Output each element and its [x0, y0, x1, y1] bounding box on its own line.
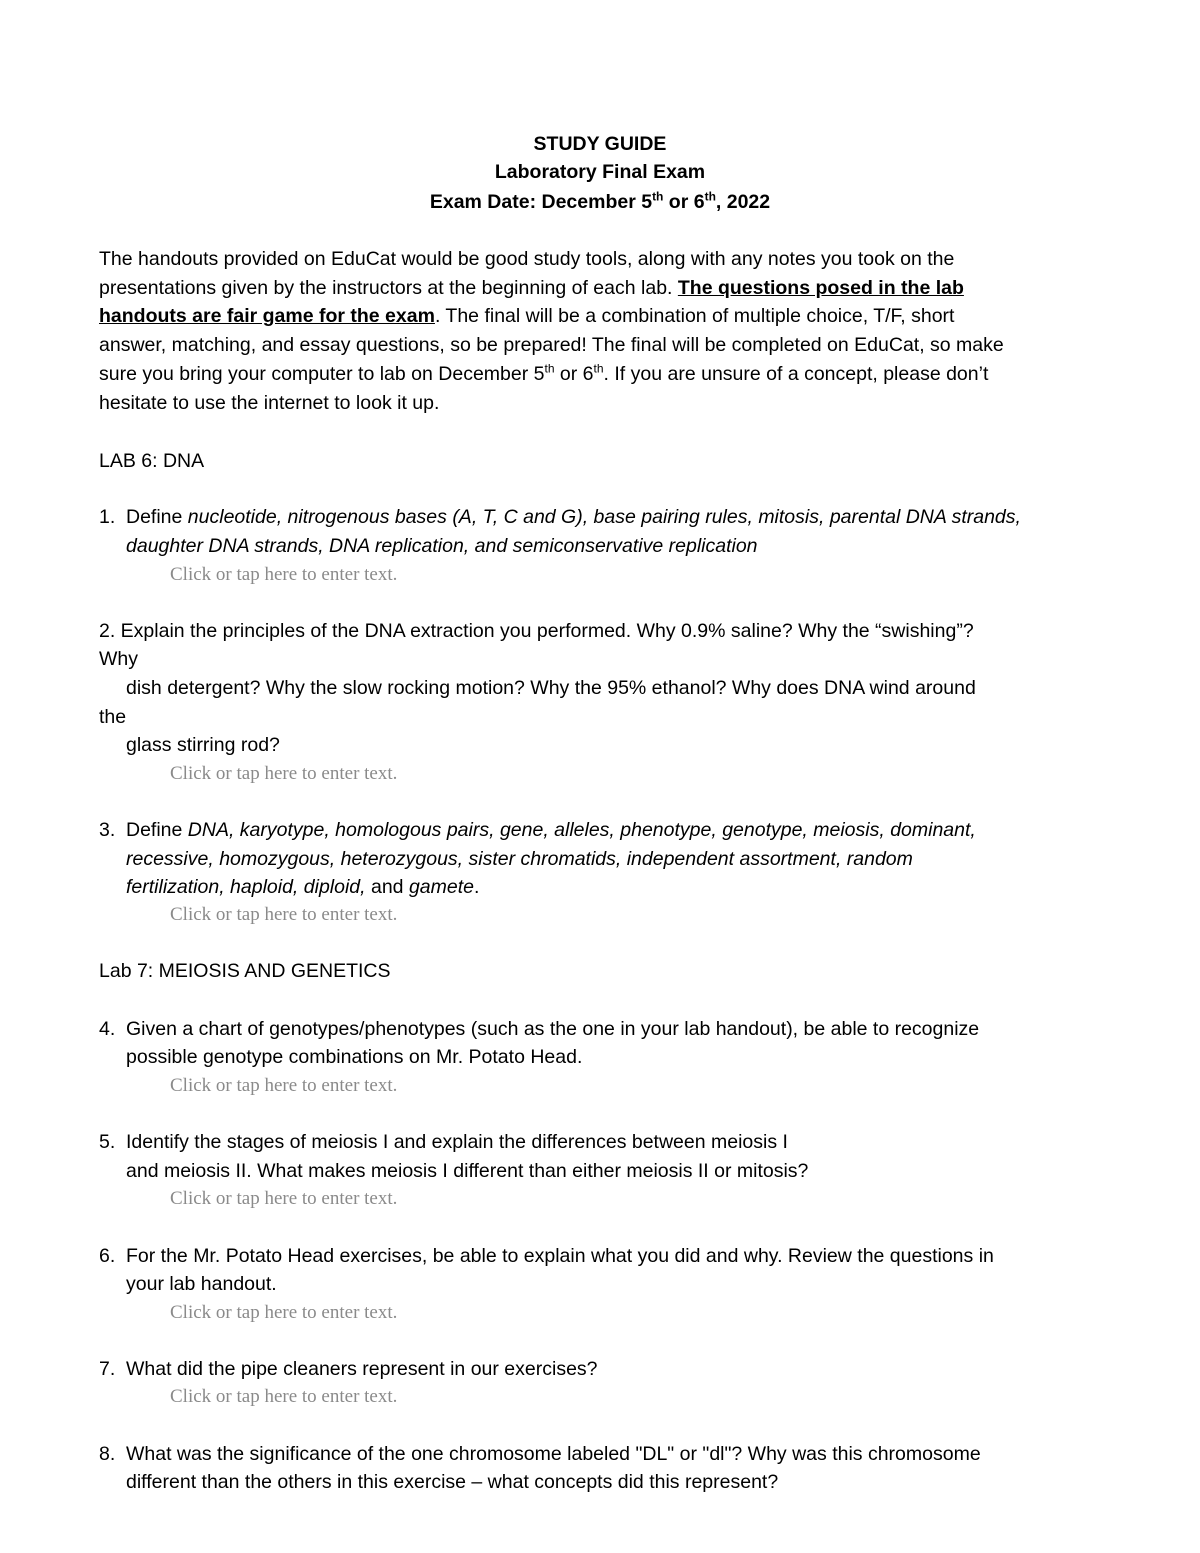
q1-line-1: 1. Define nucleotide, nitrogenous bases (A, T, C and G), base pairing rules, mitosis, parental DNA strands,: [99, 506, 1021, 528]
q3-line-2: recessive, homozygous, heterozygous, sister chromatids, independent assortment, random: [126, 848, 913, 870]
intro-line-5: sure you bring your computer to lab on December 5th or 6th. If you are unsure of a concept, please don’t: [99, 361, 989, 385]
doc-subtitle: Laboratory Final Exam: [494, 161, 706, 183]
q2-line-5: glass stirring rod?: [126, 734, 280, 756]
answer-field-q6[interactable]: Click or tap here to enter text.: [170, 1302, 398, 1323]
q1-line-2: daughter DNA strands, DNA replication, and semiconservative replication: [126, 535, 758, 557]
intro-line-6: hesitate to use the internet to look it up.: [99, 392, 440, 414]
q8-line-2: different than the others in this exercise – what concepts did this represent?: [126, 1471, 779, 1493]
q3-line-3: fertilization, haploid, diploid, and gamete.: [126, 876, 480, 898]
q5-line-2: and meiosis II. What makes meiosis I different than either meiosis II or mitosis?: [126, 1160, 809, 1182]
q3-line-1: 3. Define DNA, karyotype, homologous pairs, gene, alleles, phenotype, genotype, meiosis, dominant,: [99, 819, 976, 841]
answer-field-q5[interactable]: Click or tap here to enter text.: [170, 1188, 398, 1209]
intro-line-4: answer, matching, and essay questions, so be prepared! The final will be completed on EduCat, so make: [99, 334, 1004, 356]
q6-line-1: 6. For the Mr. Potato Head exercises, be able to explain what you did and why. Review the questions in: [99, 1245, 994, 1267]
doc-title: STUDY GUIDE: [533, 133, 667, 155]
q2-line-4: the: [99, 706, 127, 728]
answer-field-q2[interactable]: Click or tap here to enter text.: [170, 763, 398, 784]
answer-field-q7[interactable]: Click or tap here to enter text.: [170, 1386, 398, 1407]
q8-line-1: 8. What was the significance of the one chromosome labeled "DL" or "dl"? Why was this chromosome: [99, 1443, 981, 1465]
q6-line-2: your lab handout.: [126, 1273, 277, 1295]
exam-date: Exam Date: December 5th or 6th, 2022: [429, 189, 771, 213]
answer-field-q1[interactable]: Click or tap here to enter text.: [170, 564, 398, 585]
answer-field-q3[interactable]: Click or tap here to enter text.: [170, 904, 398, 925]
q4-line-2: possible genotype combinations on Mr. Potato Head.: [126, 1046, 583, 1068]
q2-line-3: dish detergent? Why the slow rocking motion? Why the 95% ethanol? Why does DNA wind around: [126, 677, 976, 699]
q5-line-1: 5. Identify the stages of meiosis I and explain the differences between meiosis I: [99, 1131, 788, 1153]
q7-line-1: 7. What did the pipe cleaners represent in our exercises?: [99, 1358, 598, 1380]
q2-line-2: Why: [99, 648, 138, 670]
intro-line-3: handouts are fair game for the exam. The final will be a combination of multiple choice, T/F, short: [99, 305, 955, 327]
answer-field-q4[interactable]: Click or tap here to enter text.: [170, 1075, 398, 1096]
q4-line-1: 4. Given a chart of genotypes/phenotypes (such as the one in your lab handout), be able to recognize: [99, 1018, 980, 1040]
lab7-heading: Lab 7: MEIOSIS AND GENETICS: [99, 960, 391, 982]
intro-line-2: presentations given by the instructors at the beginning of each lab. The questions posed in the lab: [99, 277, 964, 299]
intro-line-1: The handouts provided on EduCat would be good study tools, along with any notes you took on the: [99, 248, 955, 270]
q2-line-1: 2. Explain the principles of the DNA extraction you performed. Why 0.9% saline? Why the “swishing”?: [99, 620, 974, 642]
lab6-heading: LAB 6: DNA: [99, 450, 205, 472]
